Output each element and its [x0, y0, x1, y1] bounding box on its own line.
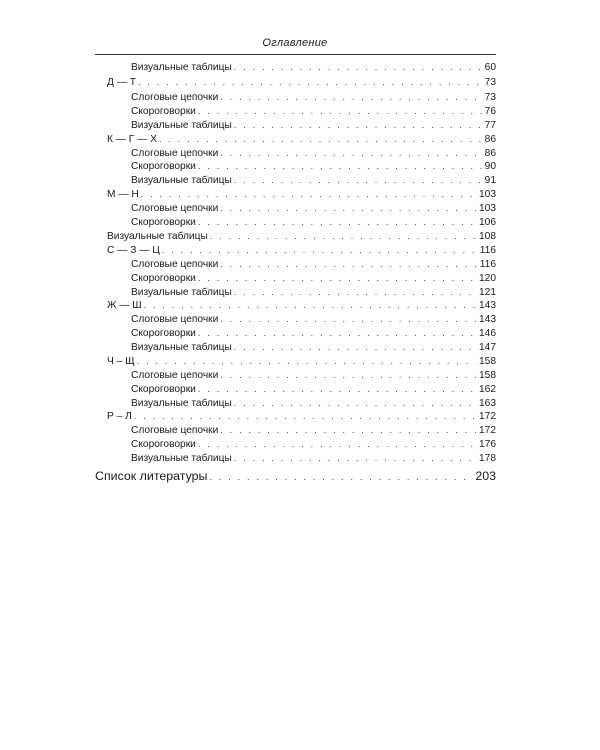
toc-entry-title: Слоговые цепочки: [131, 314, 219, 325]
dot-leader: [234, 340, 476, 354]
toc-entry-title: Р – Л: [107, 411, 132, 422]
toc-entry-title: Визуальные таблицы: [107, 231, 208, 242]
toc-page-number: 172: [479, 411, 496, 422]
dot-leader: [220, 90, 481, 104]
toc-entry-title: Слоговые цепочки: [131, 203, 219, 214]
toc-entry-title: Слоговые цепочки: [131, 148, 219, 159]
toc-page-number: 86: [484, 148, 496, 159]
toc-entry-title: Список литературы: [95, 469, 208, 483]
toc-page-number: 146: [479, 328, 496, 339]
toc-entry: [131, 340, 496, 354]
toc-entry-title: Скороговорки: [131, 217, 196, 228]
toc-entry: [131, 201, 496, 215]
toc-entry-title: Визуальные таблицы: [131, 62, 232, 73]
dot-leader: [138, 75, 482, 89]
toc-entry: [131, 146, 496, 160]
dot-leader: [198, 437, 476, 451]
toc-entry: [131, 90, 496, 104]
dot-leader: [210, 229, 476, 243]
toc-entry: [131, 396, 496, 410]
toc-entry-title: К — Г — Х: [107, 134, 157, 145]
dot-leader: [209, 469, 472, 485]
toc-entry: [131, 173, 496, 187]
toc-page-number: 103: [479, 203, 496, 214]
dot-leader: [234, 118, 482, 132]
dot-leader: [159, 132, 482, 146]
toc-page-number: 203: [475, 469, 496, 483]
dot-leader: [141, 187, 476, 201]
dot-leader: [137, 354, 476, 368]
toc-entry-title: Ч – Щ: [107, 356, 135, 367]
toc-page-number: 116: [479, 259, 496, 270]
toc-page-number: 90: [484, 161, 496, 172]
toc-page-number: 176: [479, 439, 496, 450]
toc-entry-title: Визуальные таблицы: [131, 453, 232, 464]
toc-entry: [131, 215, 496, 229]
toc-entry-title: Визуальные таблицы: [131, 287, 232, 298]
toc-entry-title: Слоговые цепочки: [131, 370, 219, 381]
dot-leader: [198, 326, 476, 340]
toc-entry: [107, 187, 496, 201]
toc-page-number: 143: [479, 314, 496, 325]
toc-entry: [107, 354, 496, 368]
toc-entry-title: Скороговорки: [131, 439, 196, 450]
toc-entry: [95, 468, 496, 484]
toc-entry: [107, 132, 496, 146]
toc-entry: [131, 382, 496, 396]
toc-entry: [131, 60, 496, 74]
toc-entry: [107, 243, 496, 257]
toc-entry: [131, 118, 496, 132]
toc-entry: [131, 368, 496, 382]
toc-entry: [131, 326, 496, 340]
toc-entry-title: М — Н: [107, 189, 139, 200]
toc-entry-title: Скороговорки: [131, 106, 196, 117]
dot-leader: [198, 382, 476, 396]
dot-leader: [162, 243, 477, 257]
toc-page-number: 77: [484, 120, 496, 131]
toc-entry: [107, 298, 496, 312]
toc-entry: [131, 285, 496, 299]
toc-entry: [131, 451, 496, 465]
toc-entry-title: Визуальные таблицы: [131, 175, 232, 186]
dot-leader: [198, 215, 476, 229]
dot-leader: [234, 396, 476, 410]
toc-entry-title: Д — Т: [107, 77, 136, 88]
toc-entry: [131, 257, 496, 271]
dot-leader: [234, 173, 482, 187]
toc-page-number: 103: [479, 189, 496, 200]
toc-entry-title: Скороговорки: [131, 273, 196, 284]
toc-page-number: 106: [479, 217, 496, 228]
toc-entry: [131, 271, 496, 285]
toc-page-number: 76: [484, 106, 496, 117]
toc-entry: [131, 104, 496, 118]
toc-page-number: 143: [479, 300, 496, 311]
toc-entry-title: Скороговорки: [131, 384, 196, 395]
toc-page-number: 158: [479, 356, 496, 367]
toc-entry-title: Скороговорки: [131, 328, 196, 339]
dot-leader: [220, 423, 476, 437]
toc-entry-title: Слоговые цепочки: [131, 259, 219, 270]
header-rule: [95, 54, 496, 55]
toc-page-number: 108: [479, 231, 496, 242]
toc-entry: [107, 229, 496, 243]
dot-leader: [144, 298, 476, 312]
toc-entry-title: Слоговые цепочки: [131, 425, 219, 436]
running-header: Оглавление: [262, 37, 328, 49]
toc-page-number: 172: [479, 425, 496, 436]
toc-entry-title: Ж — Ш: [107, 300, 142, 311]
toc-entry: [131, 159, 496, 173]
toc-entry: [107, 75, 496, 89]
toc-entry-title: С — З — Ц: [107, 245, 160, 256]
toc-page-number: 120: [479, 273, 496, 284]
toc-page-number: 86: [484, 134, 496, 145]
dot-leader: [220, 201, 476, 215]
dot-leader: [234, 451, 476, 465]
dot-leader: [220, 146, 481, 160]
toc-page-number: 121: [479, 287, 496, 298]
dot-leader: [198, 271, 476, 285]
toc-page-number: 147: [479, 342, 496, 353]
toc-page-number: 116: [479, 245, 496, 256]
toc-entry-title: Скороговорки: [131, 161, 196, 172]
toc-page-number: 73: [484, 77, 496, 88]
toc-page-number: 91: [484, 175, 496, 186]
dot-leader: [198, 104, 482, 118]
dot-leader: [134, 409, 476, 423]
toc-page-number: 178: [479, 453, 496, 464]
dot-leader: [234, 285, 476, 299]
toc-page-number: 163: [479, 398, 496, 409]
dot-leader: [220, 257, 476, 271]
toc-page-number: 60: [484, 62, 496, 73]
toc-page-number: 73: [484, 92, 496, 103]
toc-page-number: 158: [479, 370, 496, 381]
toc-entry: [107, 409, 496, 423]
toc-entry-title: Визуальные таблицы: [131, 120, 232, 131]
toc-entry-title: Визуальные таблицы: [131, 398, 232, 409]
toc-entry-title: Визуальные таблицы: [131, 342, 232, 353]
toc-entry: [131, 312, 496, 326]
dot-leader: [220, 368, 476, 382]
dot-leader: [220, 312, 476, 326]
toc-page-number: 162: [479, 384, 496, 395]
dot-leader: [234, 60, 482, 74]
toc-entry: [131, 423, 496, 437]
toc-entry-title: Слоговые цепочки: [131, 92, 219, 103]
toc-entry: [131, 437, 496, 451]
dot-leader: [198, 159, 482, 173]
